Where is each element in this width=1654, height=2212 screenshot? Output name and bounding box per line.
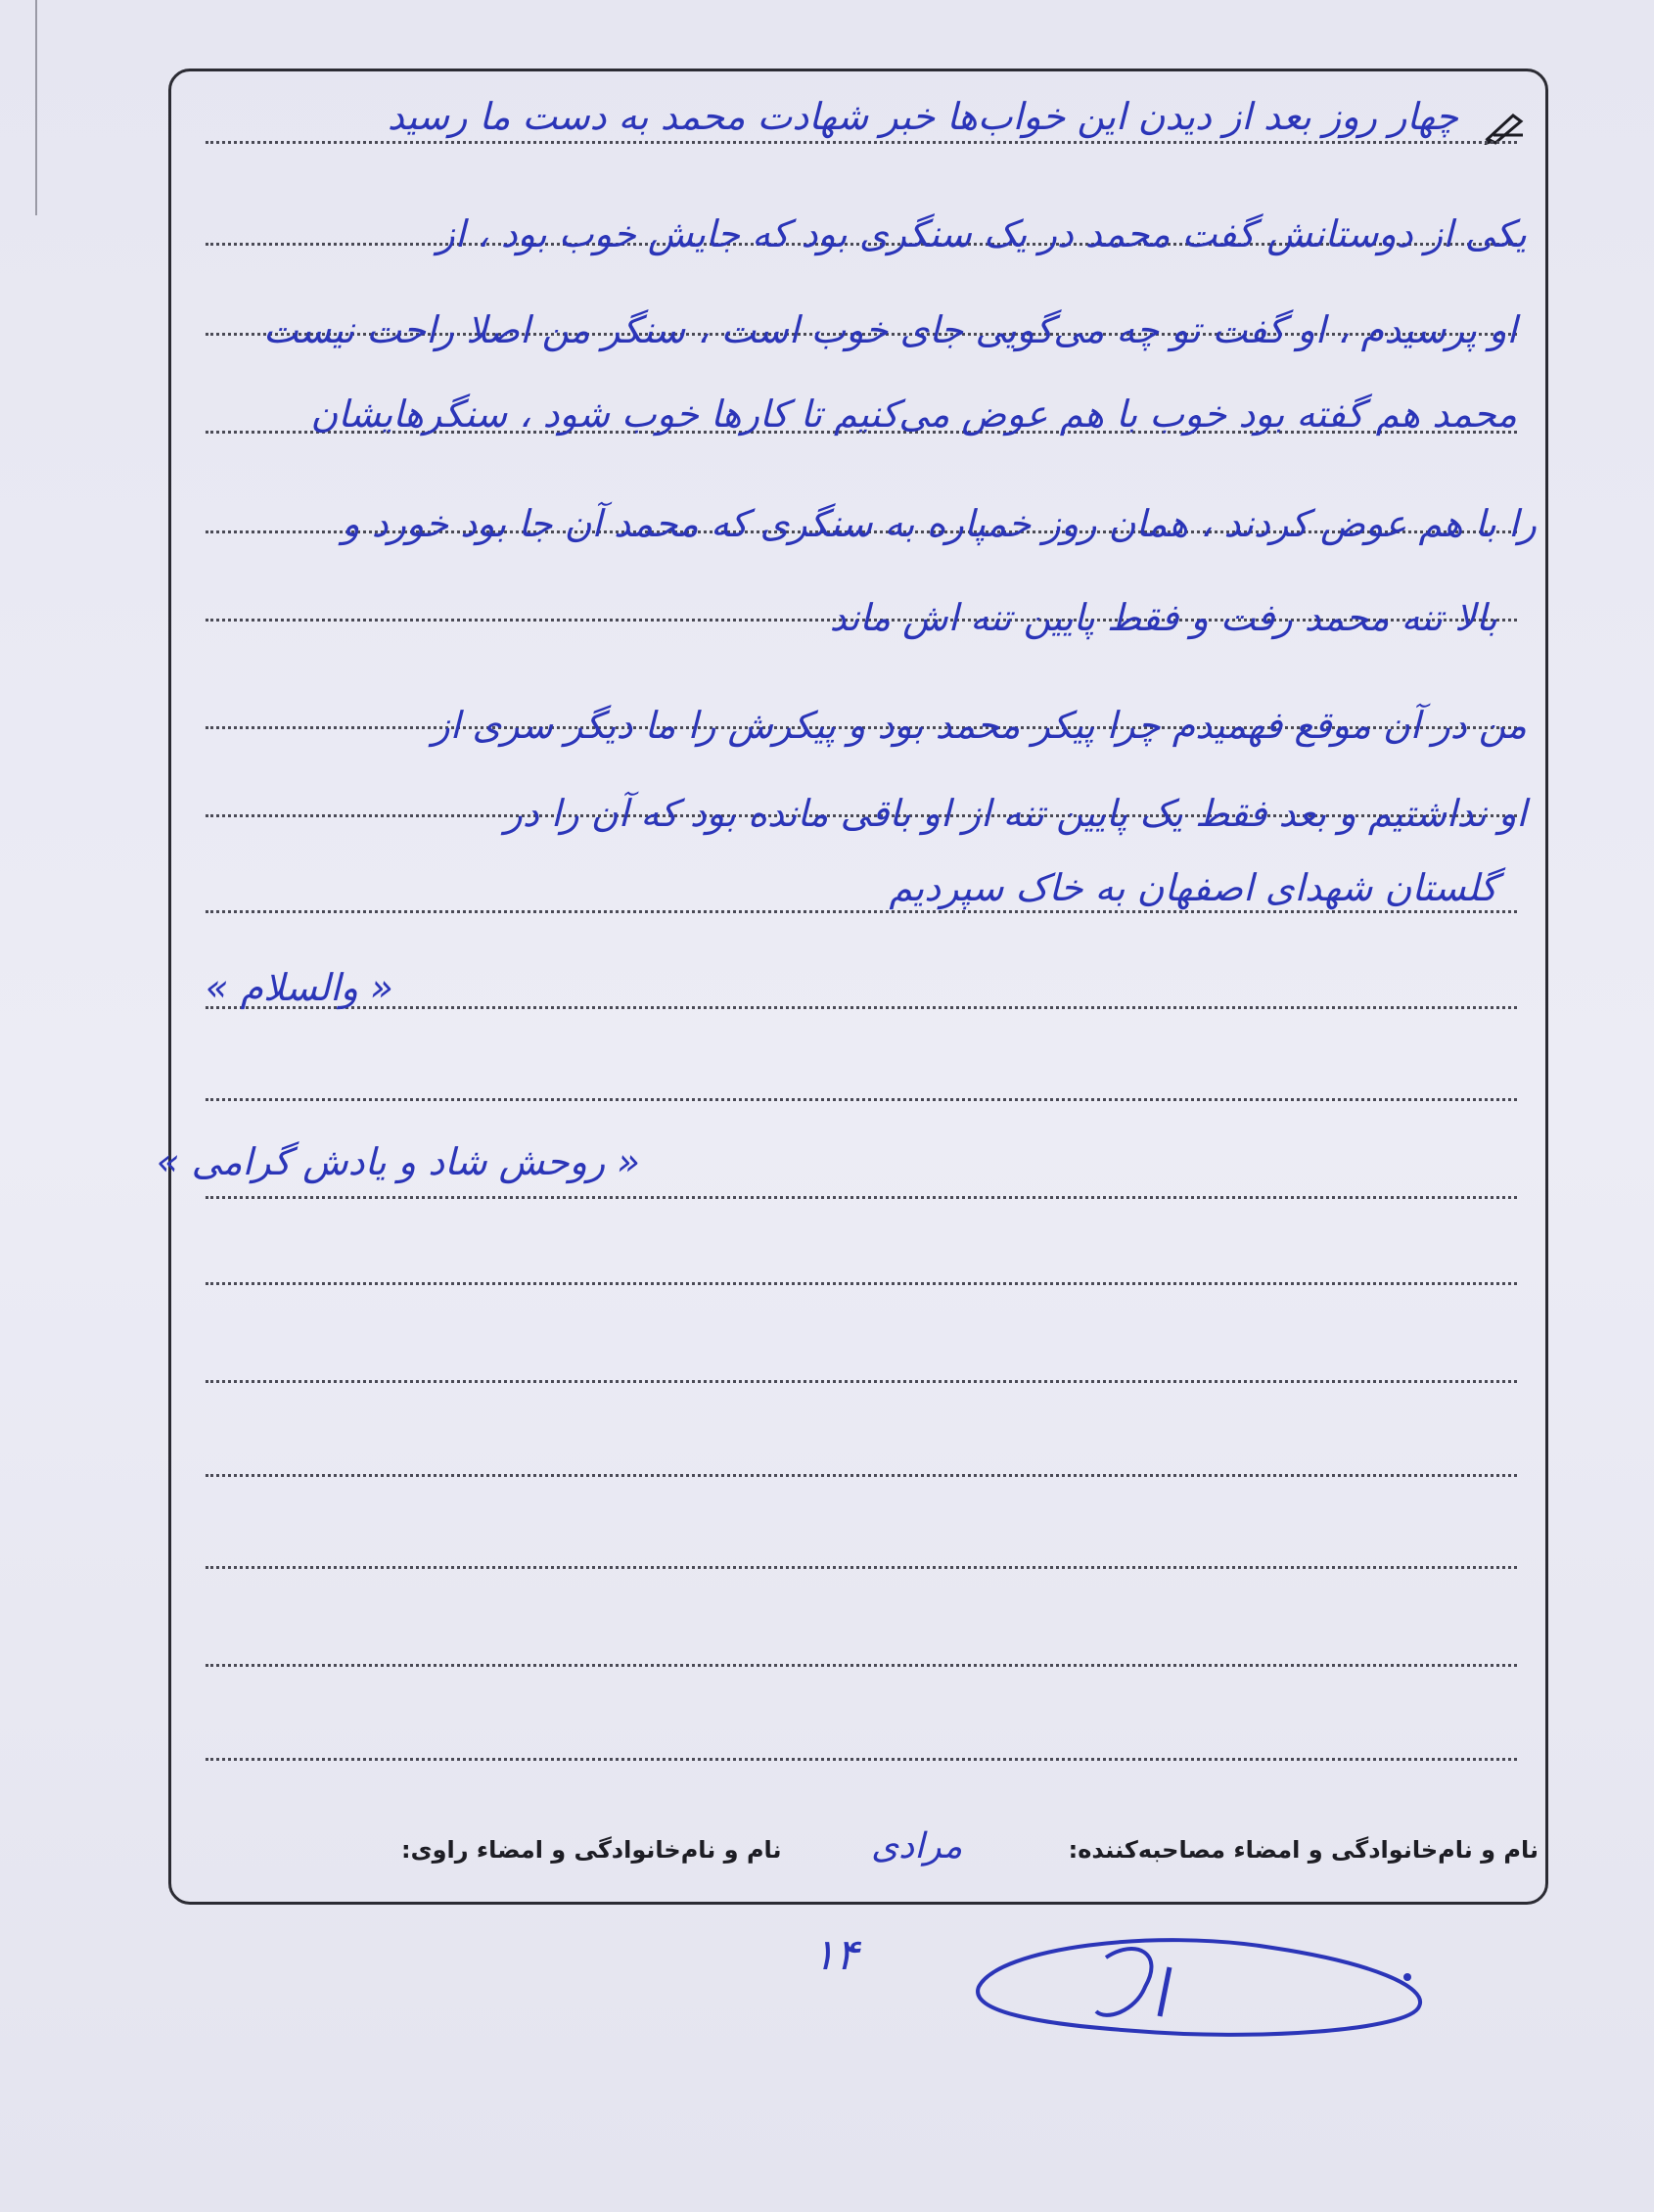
ruled-line xyxy=(206,1664,1517,1667)
narrator-label: نام و نام‌خانوادگی و امضاء راوی: xyxy=(401,1836,782,1864)
interviewer-signature: مرادی xyxy=(871,1826,963,1866)
handwritten-line: گلستان شهدای اصفهان به خاک سپردیم xyxy=(889,866,1497,909)
handwritten-line: محمد هم گفته بود خوب با هم عوض می‌کنیم تا کارها خوب شود ، سنگرهایشان xyxy=(310,392,1517,436)
handwritten-line: بالا تنه محمد رفت و فقط پایین تنه اش ماند xyxy=(829,596,1497,639)
pen-icon xyxy=(1484,110,1527,145)
ruled-line xyxy=(206,1006,1517,1009)
binding-edge xyxy=(35,0,37,215)
interviewer-label: نام و نام‌خانوادگی و امضاء مصاحبه‌کننده: xyxy=(1068,1836,1539,1864)
ruled-line xyxy=(206,1566,1517,1569)
handwritten-line: چهار روز بعد از دیدن این خواب‌ها خبر شهادت محمد به دست ما رسید xyxy=(387,95,1458,138)
handwritten-line: را با هم عوض کردند ، همان روز خمپاره به سنگری که محمد آن جا بود خورد و xyxy=(342,502,1537,545)
ruled-line xyxy=(206,910,1517,913)
page-number: ۱۴ xyxy=(812,1930,859,1980)
ruled-line xyxy=(206,141,1517,144)
handwritten-line: او پرسیدم ، او گفت تو چه می‌گویی جای خوب است ، سنگر من اصلا راحت نیست xyxy=(262,308,1517,351)
signature-scribble xyxy=(959,1918,1448,2046)
ruled-line xyxy=(206,1758,1517,1761)
ruled-line xyxy=(206,1282,1517,1285)
handwritten-line: « روحش شاد و یادش گرامی » xyxy=(157,1140,640,1183)
ruled-line xyxy=(206,1098,1517,1101)
handwritten-line: یکی از دوستانش گفت محمد در یک سنگری بود که جایش خوب بود ، از xyxy=(436,212,1527,255)
handwritten-line: من در آن موقع فهمیدم چرا پیکر محمد بود و پیکرش را ما دیگر سری از xyxy=(432,704,1527,747)
handwritten-line: « والسلام » xyxy=(206,966,393,1009)
handwritten-line: او نداشتیم و بعد فقط یک پایین تنه از او باقی مانده بود که آن را در xyxy=(504,792,1527,835)
ruled-line xyxy=(206,1380,1517,1383)
ruled-line xyxy=(206,1474,1517,1477)
ruled-line xyxy=(206,1196,1517,1199)
